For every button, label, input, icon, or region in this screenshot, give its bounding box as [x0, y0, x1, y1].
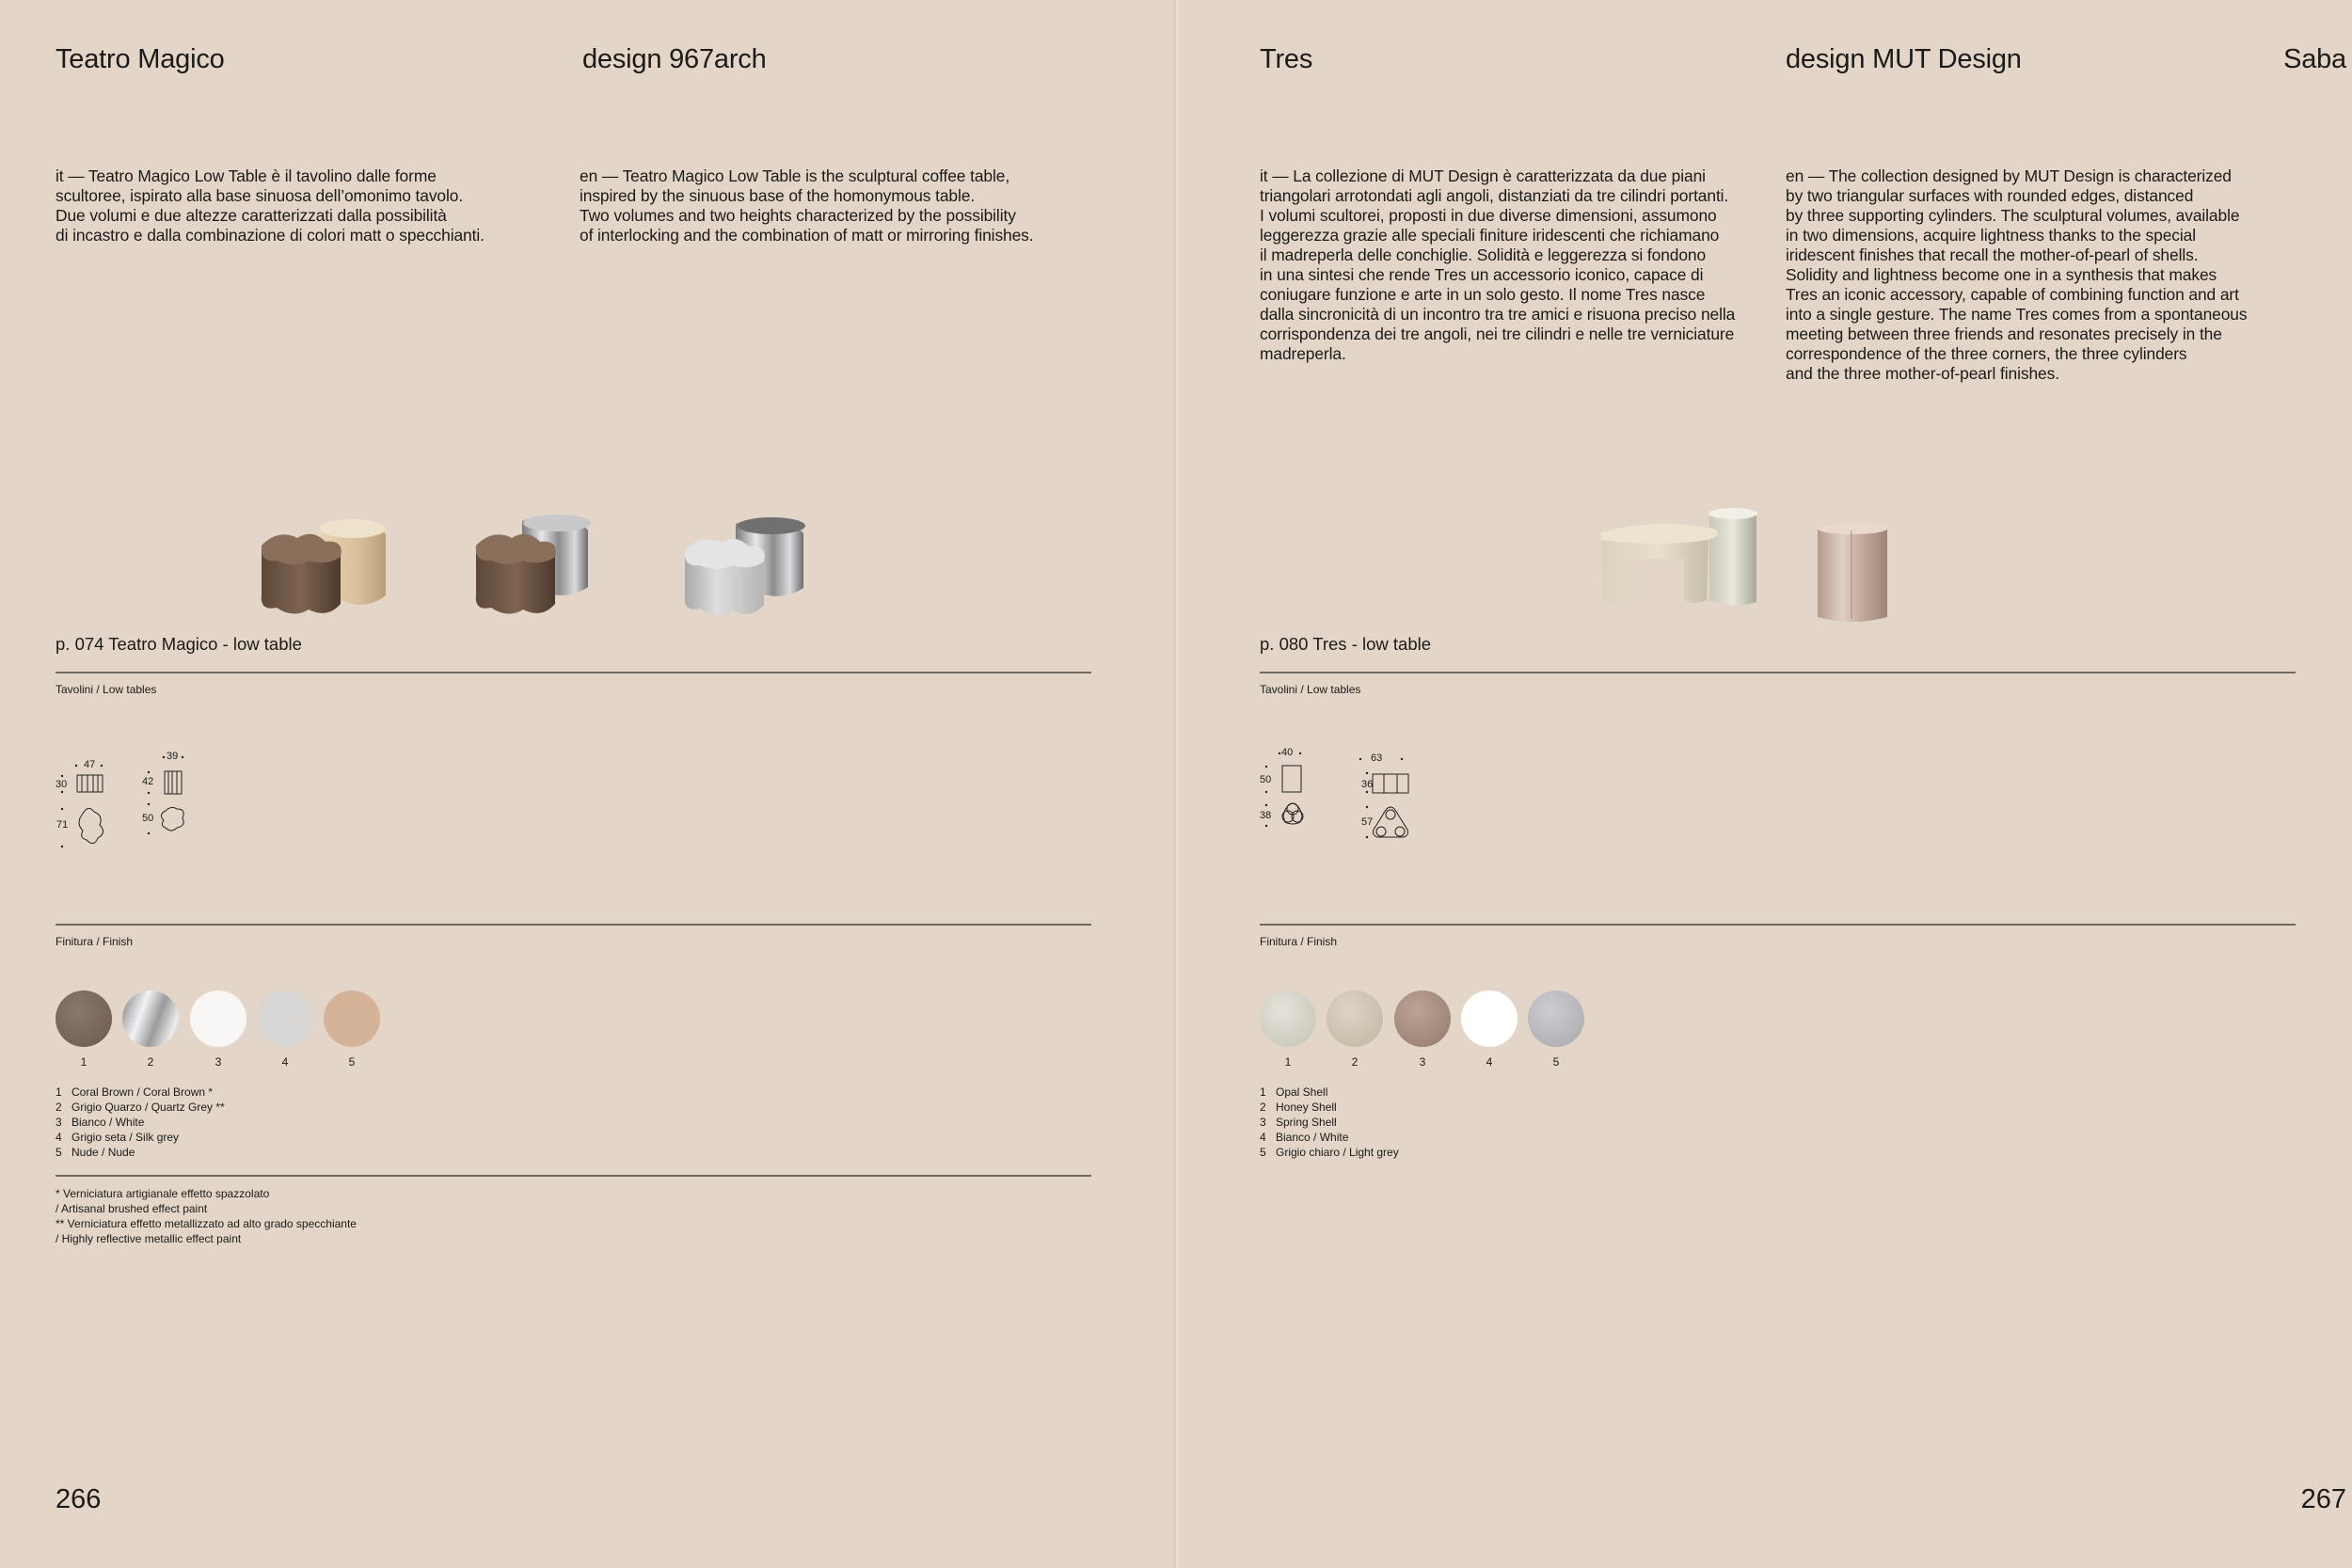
product-caption: p. 080 Tres - low table [1260, 634, 1432, 654]
designer-credit: design 967arch [582, 44, 767, 74]
legend-item: 2 Honey Shell [1260, 1101, 1337, 1114]
finish-swatch-silk-grey[interactable] [257, 990, 313, 1047]
legend-item: 5 Nude / Nude [56, 1146, 135, 1159]
brand-name: Saba [2283, 44, 2346, 74]
left-page [0, 0, 1174, 1568]
finish-legend [1260, 1085, 1399, 1160]
legend-item: 4 Grigio seta / Silk grey [56, 1131, 180, 1144]
dimension-value: 38 [1260, 810, 1272, 821]
dimension-icons [52, 752, 202, 856]
dimension-value: 39 [167, 751, 179, 762]
swatch-number: 1 [80, 1055, 87, 1069]
swatch-number: 3 [1419, 1055, 1426, 1069]
page-number: 266 [56, 1484, 102, 1514]
dimension-value: 50 [142, 813, 154, 824]
legend-item: 3 Spring Shell [1260, 1116, 1337, 1129]
product-title: Tres [1260, 44, 1313, 74]
legend-item: 1 Opal Shell [1260, 1085, 1328, 1099]
swatch-number: 4 [281, 1055, 289, 1069]
finish-swatch-nude[interactable] [324, 990, 380, 1047]
description-english: en — The collection designed by MUT Design is characterized by two triangular surfaces with rounded edges, distanced by three supporting cylinders. The sculptural volumes, available in two dimensions, acquire lightness thanks to the special iridescent finishes that recall the mother-of-pearl of shells. Solidity and lightness become one in a synthesis that makes Tres an iconic accessory, capable of combining function and art into a single gesture. The name Tres comes from a spontaneous meeting between three friends and resonates precisely in the correspondence of the three corners, the three cylinders and the three mother-of-pearl finishes. [1786, 166, 2248, 383]
page-number: 267 [2300, 1484, 2346, 1514]
legend-item: 5 Grigio chiaro / Light grey [1260, 1146, 1399, 1159]
finish-swatch-coral-brown[interactable] [56, 990, 112, 1047]
swatch-number: 5 [348, 1055, 356, 1069]
product-image-coral-nude [254, 508, 405, 626]
finish-swatch-white[interactable] [1461, 990, 1518, 1047]
dimension-drawings [1257, 743, 1426, 847]
dimension-value: 47 [84, 759, 96, 770]
product-title: Teatro Magico [56, 44, 225, 74]
finish-swatch-light-grey[interactable] [1528, 990, 1584, 1047]
swatch-number: 1 [1284, 1055, 1292, 1069]
dimension-value: 42 [142, 776, 154, 787]
section-label-finish: Finitura / Finish [1260, 935, 1338, 948]
finish-swatch-honey-shell[interactable] [1327, 990, 1383, 1047]
dimension-drawings [52, 752, 202, 856]
swatch-number: 3 [215, 1055, 222, 1069]
product-image-coral-quartz [470, 508, 612, 626]
legend-item: 2 Grigio Quarzo / Quartz Grey ** [56, 1101, 225, 1114]
dimension-value: 36 [1361, 779, 1374, 790]
divider [56, 1175, 1091, 1177]
divider [56, 924, 1091, 926]
swatch-number: 2 [147, 1055, 154, 1069]
section-label-tables: Tavolini / Low tables [56, 683, 157, 696]
section-label-tables: Tavolini / Low tables [1260, 683, 1361, 696]
divider [56, 672, 1091, 673]
finish-swatch-white[interactable] [190, 990, 246, 1047]
right-page [1178, 0, 2352, 1568]
finish-swatch-quartz-grey[interactable] [122, 990, 179, 1047]
product-image-tres-tables [1597, 506, 1813, 624]
description-italian: it — La collezione di MUT Design è caratterizzata da due piani triangolari arrotondati agli angoli, distanziati da tre cilindri portanti. I volumi scultorei, proposti in due diverse dimensioni, assumono leggerezza grazie alle speciali finiture iridescenti che richiamano il madreperla delle conchiglie. Solidità e leggerezza si fondono in una sintesi che rende Tres un accessorio iconico, capace di coniugare funzione e arte in un solo gesto. Il nome Tres nasce dalla sincronicità di un incontro tra tre amici e risuona preciso nella corrispondenza dei tre angoli, nei tre cilindri e nelle tre verniciature madreperla. [1260, 166, 1736, 363]
swatch-number: 2 [1351, 1055, 1359, 1069]
product-caption: p. 074 Teatro Magico - low table [56, 634, 302, 654]
dimension-icons [1257, 743, 1426, 847]
divider [1260, 672, 2296, 673]
description-italian: it — Teatro Magico Low Table è il tavolino dalle forme scultoree, ispirato alla base sinuosa dell’omonimo tavolo. Due volumi e due altezze caratterizzati dalla possibilità di incastro e dalla combinazione di colori matt o specchianti. [56, 166, 485, 245]
swatch-number: 4 [1486, 1055, 1493, 1069]
legend-item: 4 Bianco / White [1260, 1131, 1349, 1144]
dimension-value: 57 [1361, 816, 1374, 828]
footnotes: * Verniciatura artigianale effetto spazzolato / Artisanal brushed effect paint ** Verniciatura effetto metallizzato ad alto grado specchiante / Highly reflective metallic effect paint [56, 1187, 357, 1245]
dimension-value: 40 [1281, 747, 1294, 758]
finish-swatch-spring-shell[interactable] [1394, 990, 1451, 1047]
dimension-value: 63 [1371, 752, 1383, 764]
divider [1260, 924, 2296, 926]
dimension-value: 30 [56, 779, 68, 790]
swatch-number: 5 [1552, 1055, 1560, 1069]
designer-credit: design MUT Design [1786, 44, 2022, 74]
section-label-finish: Finitura / Finish [56, 935, 134, 948]
product-image-silk-quartz [677, 513, 828, 626]
description-english: en — Teatro Magico Low Table is the sculptural coffee table, inspired by the sinuous base of the homonymous table. Two volumes and two heights characterized by the possibility of interlocking and the combination of matt or mirroring finishes. [580, 166, 1034, 245]
product-image-tres-cylinder [1808, 517, 1893, 628]
dimension-value: 50 [1260, 774, 1272, 785]
legend-item: 1 Coral Brown / Coral Brown * [56, 1085, 214, 1099]
legend-item: 3 Bianco / White [56, 1116, 145, 1129]
finish-legend [56, 1085, 225, 1160]
finish-swatch-opal-shell[interactable] [1260, 990, 1316, 1047]
dimension-value: 71 [56, 819, 69, 831]
